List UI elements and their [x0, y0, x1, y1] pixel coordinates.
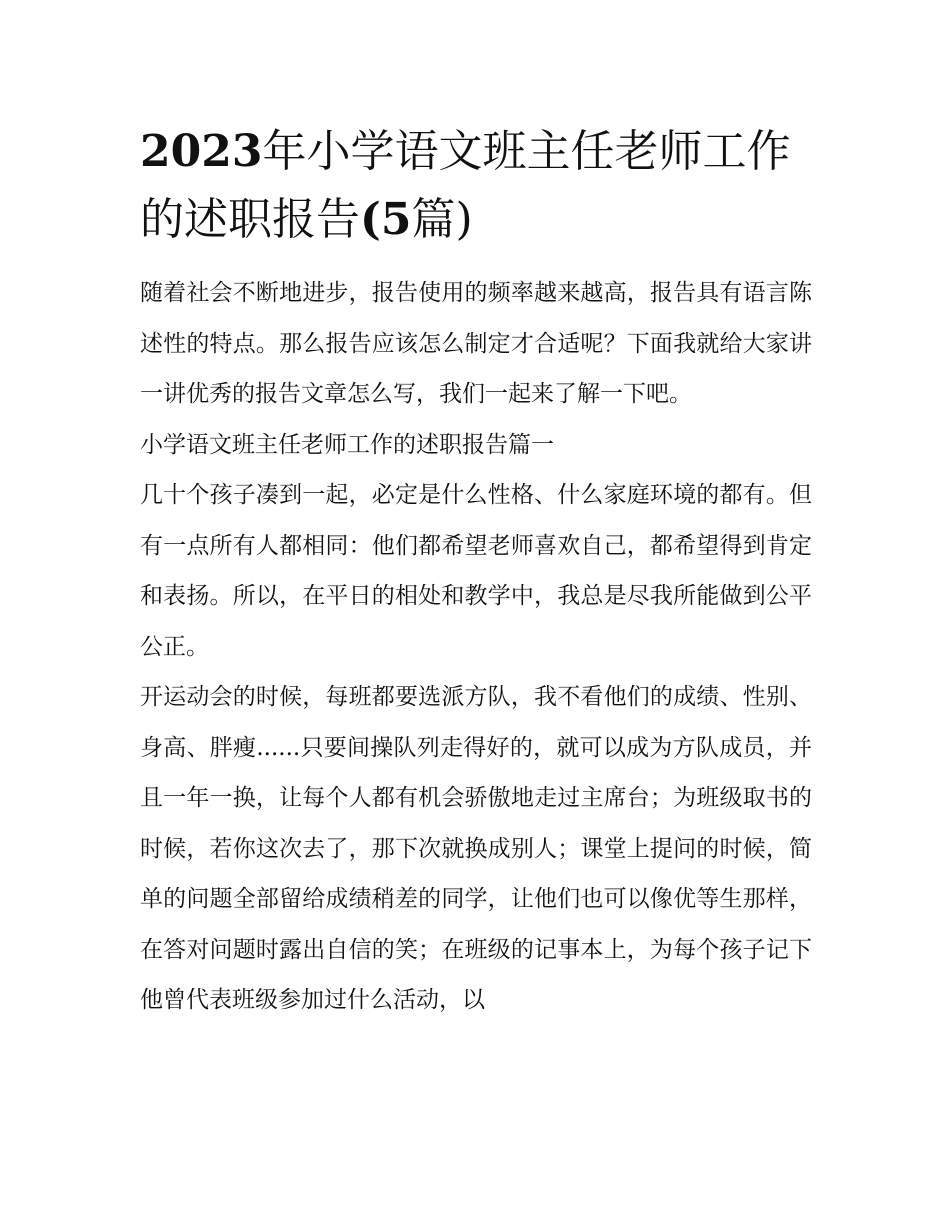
body-paragraph-1: 几十个孩子凑到一起，必定是什么性格、什么家庭环境的都有。但有一点所有人都相同：他们都希望老师喜欢自己，都希望得到肯定和表扬。所以，在平日的相处和教学中，我总是尽我所能做到公平公正。: [140, 482, 812, 660]
title-main: 年小学语文班主任老师工作的述职报告: [140, 126, 791, 245]
title-suffix: 篇): [411, 194, 473, 245]
title-count: 5: [380, 194, 412, 245]
title-year: 2023: [140, 126, 263, 177]
section-heading: 小学语文班主任老师工作的述职报告篇一: [140, 431, 554, 458]
document-title: [140, 118, 812, 254]
document-body: [140, 118, 812, 1026]
title-paren-open: (: [360, 194, 381, 245]
body-paragraph-2: 开运动会的时候，每班都要选派方队，我不看他们的成绩、性别、身高、胖瘦......只要间操队列走得好的，就可以成为方队成员，并且一年一换，让每个人都有机会骄傲地走过主席台；为班级取书的时候，若你这次去了，那下次就换成别人；课堂上提问的时候，简单的问题全部留给成绩稍差的同学，让他们也可以像优等生那样，在答对问题时露出自信的笑；在班级的记事本上，为每个孩子记下他曾代表班级参加过什么活动，以: [140, 684, 812, 1013]
intro-paragraph: 随着社会不断地进步，报告使用的频率越来越高，报告具有语言陈述性的特点。那么报告应该怎么制定才合适呢？下面我就给大家讲一讲优秀的报告文章怎么写，我们一起来了解一下吧。: [140, 280, 812, 407]
